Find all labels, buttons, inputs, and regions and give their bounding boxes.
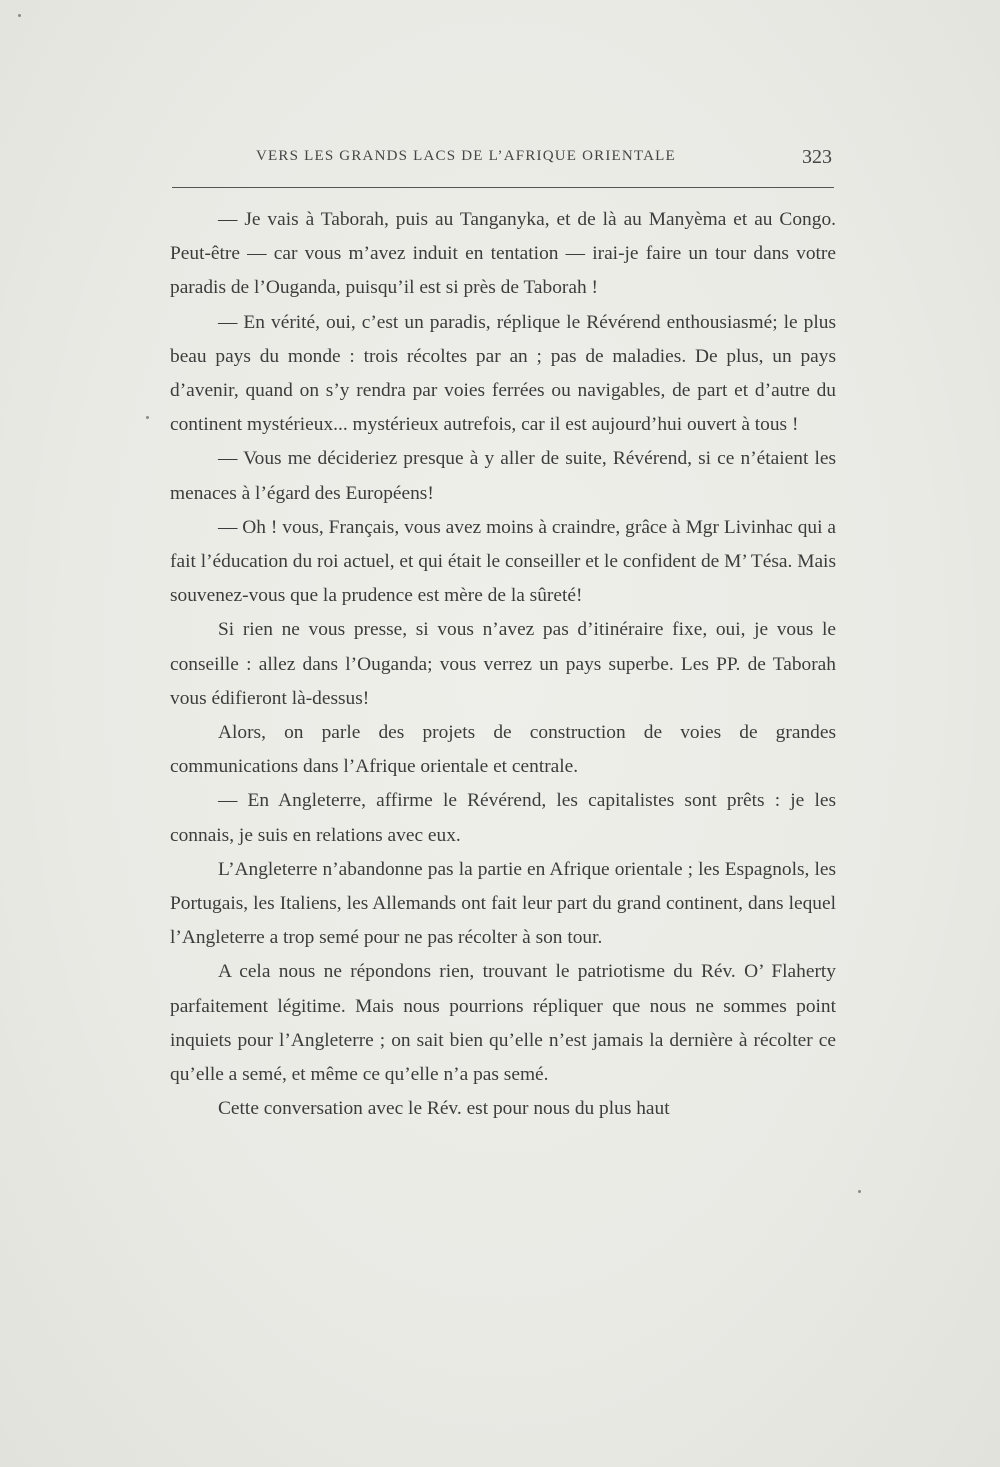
- paragraph: — Je vais à Taborah, puis au Tanganyka, et de là au Manyèma et au Congo. Peut-être — car vous m’avez induit en tentation — irai-je faire un tour dans votre paradis de l’Ouganda, puisqu’il est si près de Taborah !: [170, 209, 836, 299]
- page-number: 323: [802, 146, 832, 168]
- page-speck: [18, 14, 21, 17]
- paragraph: Alors, on parle des projets de construction de voies de grandes communications dans l’Afrique orientale et centrale.: [170, 722, 836, 778]
- paragraph: Si rien ne vous presse, si vous n’avez pas d’itinéraire fixe, oui, je vous le conseille : allez dans l’Ouganda; vous verrez un pays superbe. Les PP. de Taborah vous édifieront là-dessus!: [170, 619, 836, 709]
- page-header: [172, 148, 832, 172]
- paragraph: L’Angleterre n’abandonne pas la partie en Afrique orientale ; les Espagnols, les Portugais, les Italiens, les Allemands ont fait leur part du grand continent, dans lequel l’Angleterre a trop semé pour ne pas récolter à son tour.: [170, 858, 836, 949]
- paragraph: — En Angleterre, affirme le Révérend, les capitalistes sont prêts : je les connais, je suis en relations avec eux.: [170, 790, 836, 846]
- body-text: [170, 203, 836, 1126]
- page-speck: [146, 416, 149, 419]
- paragraph: — En vérité, oui, c’est un paradis, réplique le Révérend enthousiasmé; le plus beau pays du monde : trois récoltes par an ; pas de maladies. De plus, un pays d’avenir, quand on s’y rendra par voies ferrées ou navigables, de part et d’autre du continent mystérieux... mystérieux autrefois, car il est aujourd’hui ouvert à tous !: [170, 311, 836, 436]
- paragraph: A cela nous ne répondons rien, trouvant le patriotisme du Rév. O’ Flaherty parfaitement légitime. Mais nous pourrions répliquer que nous ne sommes point inquiets pour l’Angleterre ; on sait bien qu’elle n’est jamais la dernière à récolter ce qu’elle a semé, et même ce qu’elle n’a pas semé.: [170, 961, 836, 1086]
- header-rule: [172, 187, 834, 188]
- paragraph: Cette conversation avec le Rév. est pour nous du plus haut: [218, 1098, 670, 1120]
- paragraph: — Vous me décideriez presque à y aller de suite, Révérend, si ce n’étaient les menaces à l’égard des Européens!: [170, 448, 836, 504]
- paragraph: — Oh ! vous, Français, vous avez moins à craindre, grâce à Mgr Livinhac qui a fait l’éducation du roi actuel, et qui était le conseiller et le confident de M’ Tésa. Mais souvenez-vous que la prudence est mère de la sûreté!: [170, 516, 836, 607]
- running-title: VERS LES GRANDS LACS DE L’AFRIQUE ORIENTALE: [256, 148, 676, 164]
- page-speck: [858, 1190, 861, 1193]
